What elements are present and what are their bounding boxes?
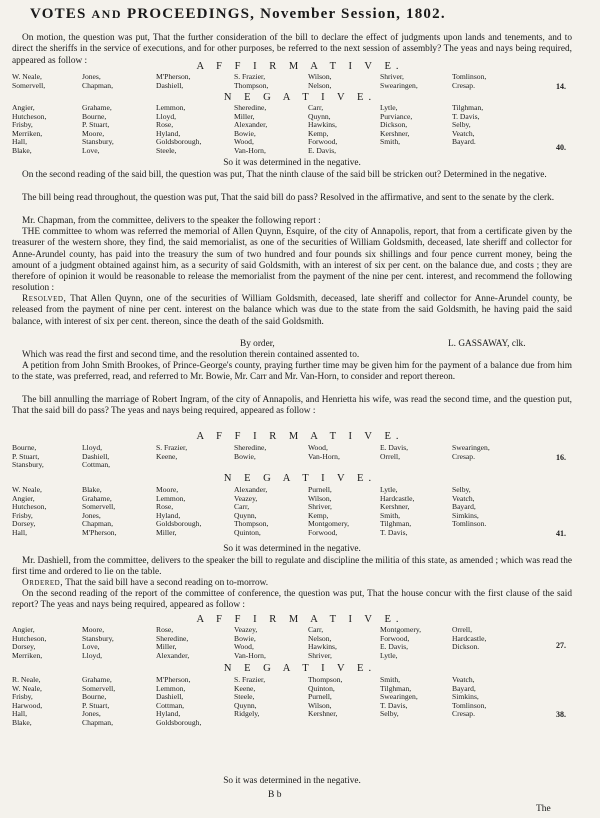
member-name: Cottman,: [82, 461, 111, 469]
member-name: Smith,: [380, 511, 401, 520]
member-name: Somervell,: [82, 684, 116, 693]
paragraph-read-assented: Which was read the first and second time, and the resolution therein contained assented to.: [22, 350, 360, 360]
member-name: Moore,: [82, 626, 105, 634]
member-name: Kershner,: [308, 710, 338, 718]
member-name: Hardcastle,: [380, 494, 415, 503]
member-name: Harwood,: [12, 701, 43, 710]
paragraph-ordered: [12, 578, 572, 589]
vote1-affirmative-list: [12, 73, 580, 90]
member-name: P. Stuart,: [12, 452, 40, 461]
member-name: Hutcheson,: [12, 112, 47, 121]
member-name: Simkins,: [452, 693, 479, 701]
member-name: Hall,: [12, 528, 27, 537]
vote2-affirmative-heading: A F F I R M A T I V E.: [196, 431, 404, 442]
member-name: Van-Horn,: [308, 452, 340, 461]
vote1-affirmative-count: 14.: [556, 82, 566, 91]
signature-mark: B b: [268, 790, 282, 800]
vote2-affirmative-list: [12, 444, 580, 470]
member-name: Lemmon,: [156, 104, 186, 112]
member-name: Selby,: [452, 486, 471, 494]
member-name: Moore,: [82, 129, 105, 138]
member-name: Rose,: [156, 626, 174, 634]
member-name: Merriken,: [12, 129, 43, 138]
vote3-negative-count: 38.: [556, 710, 566, 719]
member-name: Bayard,: [452, 684, 476, 693]
vote1-affirmative-heading: A F F I R M A T I V E.: [196, 61, 404, 72]
vote3-negative-list: [12, 676, 580, 727]
member-name: Tomlinson,: [452, 701, 487, 710]
member-name: Cresap.: [452, 452, 475, 461]
member-name: W. Neale,: [12, 684, 42, 693]
paragraph-ninth-clause: On the second reading of the said bill, the question was put, That the ninth clause of the said bill be stricken out? Determined in the negative.: [22, 170, 547, 180]
member-name: Carr,: [234, 503, 250, 511]
vote3-affirmative-list: [12, 626, 580, 660]
member-name: E. Davis,: [308, 146, 337, 155]
member-name: Chapman,: [82, 520, 114, 528]
vote1-negative-list: [12, 104, 580, 155]
member-name: Lytle,: [380, 486, 398, 494]
member-name: Grahame,: [82, 676, 112, 684]
member-name: P. Stuart,: [82, 121, 110, 129]
paragraph-chapman-report: Mr. Chapman, from the committee, delivers to the speaker the following report :: [22, 216, 321, 226]
clerk-signature: L. GASSAWAY, clk.: [448, 339, 526, 349]
member-name: Shriver,: [380, 73, 404, 81]
member-name: Steele,: [156, 146, 177, 155]
member-name: Lloyd,: [82, 651, 103, 660]
paragraph-committee-report: THE committee to whom was referred the memorial of Allen Quynn, Esquire, of the city of Annapolis, report, that from a certificate given by the treasurer of the western shore, they find, the said memorialist, as one of the securities of William Goldsmith, deceased, late sheriff and collector for Anne-Arundel county, has paid into the treasury the sum of two hundred and four pounds six shillings and four pence current money, being the amount of a judgment obtained against him, as a security of said Goldsmith, with an interest of six per cent. on the balance due, and costs ; they are therefore of opinion it would be reasonable to release the memorialist from the payment of the nine per cent. interest, and recommend the following resolution :: [12, 227, 572, 294]
member-name: Thompson,: [308, 676, 343, 684]
catchword: The: [536, 804, 551, 814]
member-name: Wood,: [234, 643, 254, 651]
member-name: Frisby,: [12, 121, 33, 129]
member-name: Angier,: [12, 494, 35, 503]
paragraph-resolution: [12, 294, 572, 328]
member-name: Hutcheson,: [12, 634, 47, 643]
member-name: Keene,: [156, 452, 178, 461]
member-name: Sheredine,: [156, 634, 189, 643]
member-name: Thompson,: [234, 520, 269, 528]
member-name: Bourne,: [12, 444, 37, 452]
member-name: Love,: [82, 643, 100, 651]
member-name: Jones,: [82, 710, 101, 718]
member-name: T. Davis,: [452, 112, 480, 121]
member-name: Dickson.: [452, 643, 480, 651]
member-name: S. Frazier,: [234, 676, 266, 684]
member-name: Van-Horn,: [234, 146, 266, 155]
member-name: Sheredine,: [234, 104, 267, 112]
member-name: Veazey,: [234, 626, 258, 634]
member-name: Goldsborough,: [156, 138, 202, 146]
member-name: Ridgely,: [234, 710, 260, 718]
header-month: November: [260, 6, 337, 22]
member-name: Moore,: [156, 486, 179, 494]
member-name: Hawkins,: [308, 643, 337, 651]
member-name: M'Pherson,: [156, 73, 191, 81]
member-name: Hardcastle,: [452, 634, 487, 643]
member-name: Frisby,: [12, 693, 33, 701]
member-name: Smith,: [380, 138, 401, 146]
page-header: [30, 6, 580, 28]
vote2-negative-list: [12, 486, 580, 537]
member-name: Hyland,: [156, 710, 181, 718]
member-name: Forwood,: [380, 634, 410, 643]
vote3-affirmative-count: 27.: [556, 641, 566, 650]
member-name: Steele,: [234, 693, 255, 701]
member-name: Cresap.: [452, 710, 475, 718]
ordered-text: That the said bill have a second reading on to-morrow.: [65, 578, 269, 588]
member-name: S. Frazier,: [234, 73, 266, 81]
member-name: Frisby,: [12, 511, 33, 520]
member-name: Somervell,: [12, 81, 46, 90]
paragraph-petition-brookes: A petition from John Smith Brookes, of Prince-George's county, praying further time may be given him for the payment of a balance due from him to the state, was preferred, read, and referred to Mr. Bowie, Mr. Carr and Mr. Van-Horn, to consider and report thereon.: [12, 361, 572, 383]
member-name: Swearingen,: [380, 693, 418, 701]
member-name: E. Davis,: [380, 643, 409, 651]
member-name: Miller,: [156, 643, 177, 651]
member-name: Love,: [82, 146, 100, 155]
member-name: Stansbury,: [12, 461, 44, 469]
member-name: Tilghman,: [380, 520, 412, 528]
member-name: Quynn,: [308, 112, 331, 121]
paragraph-militia-bill: Mr. Dashiell, from the committee, delivers to the speaker the bill to regulate and discipline the militia of this state, as amended ; which was read the first time and ordered to lie on the table.: [12, 556, 572, 578]
paragraph-bill-pass: The bill being read throughout, the question was put, That the said bill do pass? Resolved in the affirmative, and sent to the senate by the clerk.: [22, 193, 555, 203]
vote2-affirmative-count: 16.: [556, 453, 566, 462]
vote3-result: So it was determined in the negative.: [223, 776, 361, 786]
member-name: Miller,: [234, 112, 255, 121]
resolved-lead: Resolved,: [22, 294, 67, 304]
member-name: Quinton,: [308, 684, 335, 693]
member-name: R. Neale,: [12, 676, 41, 684]
member-name: Thompson,: [234, 81, 269, 90]
vote2-result: So it was determined in the negative.: [223, 544, 361, 554]
member-name: Van-Horn,: [234, 651, 266, 660]
member-name: Grahame,: [82, 104, 112, 112]
member-name: Kemp,: [308, 129, 329, 138]
member-name: Wilson,: [308, 494, 332, 503]
header-title-and: AND: [91, 7, 123, 21]
member-name: Hyland,: [156, 511, 181, 520]
member-name: Veatch,: [452, 676, 475, 684]
member-name: Hall,: [12, 710, 27, 718]
member-name: Wood,: [308, 444, 328, 452]
member-name: Alexander,: [234, 486, 268, 494]
header-title-proceedings: PROCEEDINGS,: [126, 6, 256, 22]
member-name: Lloyd,: [156, 112, 177, 121]
member-name: Dashiell,: [156, 693, 184, 701]
vote3-affirmative-heading: A F F I R M A T I V E.: [196, 614, 404, 625]
member-name: Carr,: [308, 626, 324, 634]
member-name: Montgomery,: [380, 626, 422, 634]
member-name: E. Davis,: [380, 444, 409, 452]
resolution-text: That Allen Quynn, one of the securities of William Goldsmith, deceased, late sheriff and collector for Anne-Arundel county, be released from the payment of nine per cent. interest on the balance which was due to the state from the said Goldsmith, he having paid the said balance, with interest of six per cent. thereon, since the death of the said Goldsmith.: [12, 294, 572, 327]
member-name: T. Davis,: [380, 528, 408, 537]
member-name: Stansbury,: [82, 634, 114, 643]
member-name: Quynn,: [234, 511, 257, 520]
member-name: Lytle,: [380, 104, 398, 112]
member-name: Wood,: [234, 138, 254, 146]
member-name: Hyland,: [156, 129, 181, 138]
member-name: Bayard,: [452, 503, 476, 511]
member-name: W. Neale,: [12, 486, 42, 494]
member-name: Swearingen,: [452, 444, 490, 452]
member-name: Goldsborough,: [156, 718, 202, 727]
member-name: Bowie,: [234, 129, 256, 138]
paragraph-ingram-bill: The bill annulling the marriage of Robert Ingram, of the city of Annapolis, and Henrietta his wife, was read the second time, and the question put, That the said bill do pass? The yeas and nays being required, appeared as follow :: [12, 395, 572, 417]
member-name: Kershner,: [380, 129, 410, 138]
member-name: S. Frazier,: [156, 444, 188, 452]
member-name: Blake,: [12, 718, 32, 727]
vote1-negative-count: 40.: [556, 143, 566, 152]
vote1-negative-heading: N E G A T I V E.: [223, 92, 377, 103]
member-name: Veazey,: [234, 494, 258, 503]
member-name: Kemp,: [308, 511, 329, 520]
member-name: Nelson,: [308, 81, 332, 90]
member-name: Quynn,: [234, 701, 257, 710]
member-name: W. Neale,: [12, 73, 42, 81]
member-name: Chapman,: [82, 81, 114, 90]
member-name: Purnell,: [308, 486, 332, 494]
member-name: Smith,: [380, 676, 401, 684]
member-name: Tomlinson,: [452, 73, 487, 81]
member-name: Somervell,: [82, 503, 116, 511]
member-name: Angier,: [12, 104, 35, 112]
member-name: P. Stuart,: [82, 701, 110, 710]
paragraph-motion-judgments: On motion, the question was put, That the further consideration of the bill to declare the effect of judgments upon lands and tenements, and to direct the sheriffs in the service of executions, and for other purposes, be referred to the next session of assembly? The yeas and nays being required, appeared as follow :: [12, 33, 572, 66]
member-name: Kershner,: [380, 503, 410, 511]
member-name: Sheredine,: [234, 444, 267, 452]
member-name: Dashiell,: [156, 81, 184, 90]
member-name: Shriver,: [308, 503, 332, 511]
member-name: M'Pherson,: [82, 528, 117, 537]
member-name: Hawkins,: [308, 121, 337, 129]
member-name: Rose,: [156, 503, 174, 511]
member-name: Orrell,: [380, 452, 401, 461]
member-name: Hall,: [12, 138, 27, 146]
vote2-negative-heading: N E G A T I V E.: [223, 473, 377, 484]
vote2-negative-count: 41.: [556, 529, 566, 538]
member-name: Chapman,: [82, 718, 114, 727]
member-name: Shriver,: [308, 651, 332, 660]
member-name: Blake,: [82, 486, 102, 494]
ordered-lead: Ordered,: [22, 578, 64, 588]
member-name: Orrell,: [452, 626, 473, 634]
member-name: Purviance,: [380, 112, 413, 121]
member-name: Cresap.: [452, 81, 475, 90]
member-name: Montgomery,: [308, 520, 350, 528]
member-name: Goldsborough,: [156, 520, 202, 528]
member-name: Simkins,: [452, 511, 479, 520]
member-name: Lloyd,: [82, 444, 103, 452]
member-name: Dashiell,: [82, 452, 110, 461]
member-name: Hutcheson,: [12, 503, 47, 511]
member-name: Blake,: [12, 146, 32, 155]
member-name: Bourne,: [82, 693, 107, 701]
member-name: Alexander,: [234, 121, 268, 129]
member-name: Keene,: [234, 684, 256, 693]
member-name: Lemmon,: [156, 494, 186, 503]
member-name: Cottman,: [156, 701, 185, 710]
member-name: Bowie,: [234, 452, 256, 461]
member-name: Purnell,: [308, 693, 332, 701]
member-name: Carr,: [308, 104, 324, 112]
paragraph-conference-report: On the second reading of the report of the committee of conference, the question was put, That the house concur with the first clause of the said report? The yeas and nays being required, appeared as follow :: [12, 589, 572, 611]
member-name: Selby,: [452, 121, 471, 129]
member-name: Nelson,: [308, 634, 332, 643]
member-name: Dickson,: [380, 121, 408, 129]
member-name: M'Pherson,: [156, 676, 191, 684]
member-name: Stansbury,: [82, 138, 114, 146]
member-name: Wilson,: [308, 73, 332, 81]
member-name: Bowie,: [234, 634, 256, 643]
header-year: 1802.: [406, 6, 446, 22]
member-name: Forwood,: [308, 528, 338, 537]
member-name: Dorsey,: [12, 643, 36, 651]
member-name: Alexander,: [156, 651, 190, 660]
vote1-result: So it was determined in the negative.: [223, 158, 361, 168]
member-name: Grahame,: [82, 494, 112, 503]
member-name: Angier,: [12, 626, 35, 634]
member-name: Swearingen,: [380, 81, 418, 90]
member-name: Lytle,: [380, 651, 398, 660]
member-name: Jones,: [82, 511, 101, 520]
member-name: Tomlinson.: [452, 520, 487, 528]
member-name: Tilghman,: [452, 104, 484, 112]
member-name: Veatch,: [452, 129, 475, 138]
header-session: Session,: [341, 6, 402, 22]
member-name: Miller,: [156, 528, 177, 537]
member-name: Bayard.: [452, 138, 476, 146]
member-name: Bourne,: [82, 112, 107, 121]
header-title-votes: VOTES: [30, 6, 87, 22]
member-name: T. Davis,: [380, 701, 408, 710]
vote3-negative-heading: N E G A T I V E.: [223, 663, 377, 674]
member-name: Selby,: [380, 710, 399, 718]
member-name: Lemmon,: [156, 684, 186, 693]
member-name: Merriken,: [12, 651, 43, 660]
member-name: Veatch,: [452, 494, 475, 503]
member-name: Dorsey,: [12, 520, 36, 528]
member-name: Tilghman,: [380, 684, 412, 693]
member-name: Wilson,: [308, 701, 332, 710]
by-order: By order,: [240, 339, 275, 349]
member-name: Rose,: [156, 121, 174, 129]
member-name: Jones,: [82, 73, 101, 81]
member-name: Forwood,: [308, 138, 338, 146]
member-name: Quinton,: [234, 528, 261, 537]
